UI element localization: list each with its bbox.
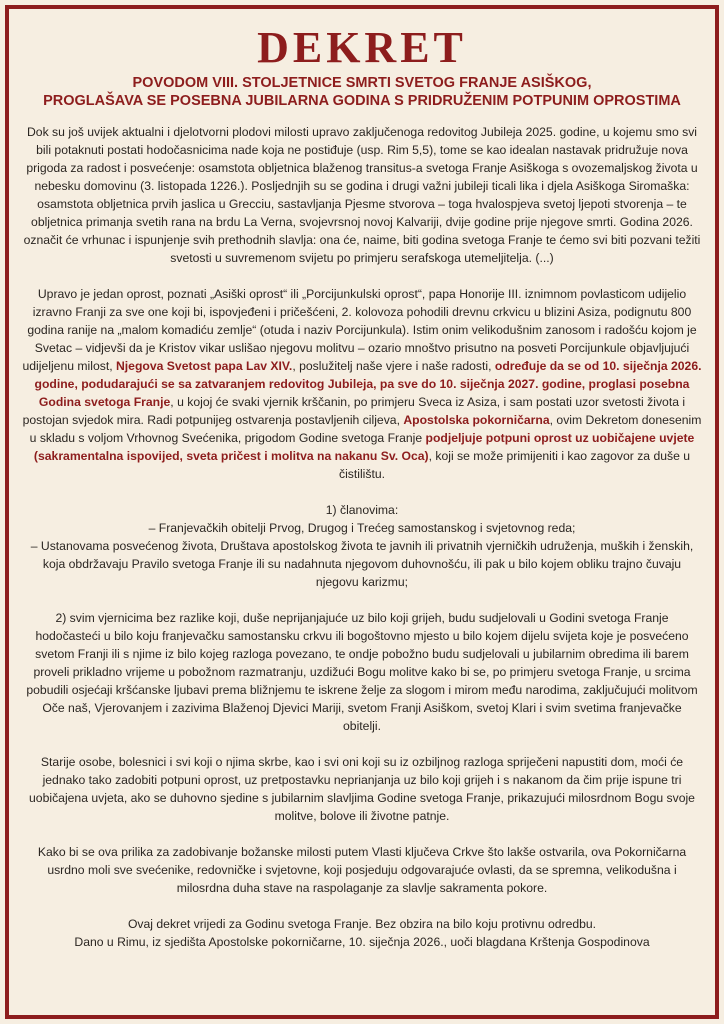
- p2-highlight-pope: Njegova Svetost papa Lav XIV.: [115, 359, 293, 373]
- p2-highlight-penitentiary: Apostolska pokorničarna: [403, 413, 550, 427]
- p2-highlight-conditions: podjeljuje potpuni oprost uz uobičajene uvjete (sakramentalna ispovijed, sveta pričest i molitva na nakanu Sv. Oca): [33, 431, 695, 463]
- members-heading: 1) članovima:: [325, 503, 399, 517]
- document-subtitle: [22, 74, 702, 110]
- document-content: [22, 23, 702, 951]
- p2-highlight-dates: određuje da se od 10. siječnja 2026. godine, podudarajući se sa zatvaranjem redovitog Jubileja, pa sve do 10. siječnja 2027. godine, proglasi posebna Godina svetoga Franje: [34, 359, 702, 409]
- p2-text-b: , poslužitelj naše vjere i naše radosti,: [292, 359, 495, 373]
- p2-text-e: , koji se može primijeniti i kao zagovor za duše u čistilištu.: [338, 449, 691, 481]
- paragraph-indulgence: [22, 285, 702, 483]
- paragraph-members: [22, 501, 702, 591]
- paragraph-elderly-sick: Starije osobe, bolesnici i svi koji o njima skrbe, kao i svi oni koji su iz ozbiljnog razloga spriječeni napustiti dom, moći će jednako tako zadobiti potpuni oprost, uz pretpostavku neprianjanja uz bilo koji grijeh i s nakanom da čim prije ispune tri uobičajena uvjeta, ako se duhovno sjedine s jubilarnim slavljima Godine svetoga Franje, prikazujući milosrdnom Bogu svoje molitve, bolove ili životne patnje.: [29, 755, 695, 823]
- members-item-1: – Franjevačkih obitelji Prvog, Drugog i Trećeg samostanskog i svjetovnog reda;: [148, 521, 576, 535]
- p2-text-a: Upravo je jedan oprost, poznati „Asiški oprost“ ili „Porcijunkulski oprost“, papa Honorije III. iznimnom povlasticom udijelio izravno Franji za sve one koji bi, ispovjeđeni i pričešćeni, 2. kolovoza pohodili drevnu crkvicu u blizini Asiza, podignutu 800 godina ranije na „malom komadiću zemlje“ (otuda i naziv Porcijunkula). Istim onim velikodušnim zanosom i radošću kojom je Svetac – vidjevši da je Kristov vikar uslišao njegovu molitvu – ozario mnoštvo prisutno na posveti Porcijunkule objavljujući udijeljenu milost,: [22, 287, 697, 373]
- p2-text-c: , u kojoj će svaki vjernik krščanin, po primjeru Sveca iz Asiza, i sam postati uzor svetosti života i postojan svjedok mira. Radi potpunijeg ostvarenja postavljenih ciljeva,: [22, 395, 686, 427]
- subtitle-line-1: POVODOM VIII. STOLJETNICE SMRTI SVETOG FRANJE ASIŠKOG,: [132, 75, 592, 91]
- closing-validity: Ovaj dekret vrijedi za Godinu svetoga Franje. Bez obzira na bilo koju protivnu odredbu.: [127, 917, 597, 931]
- p2-text-d: , ovim Dekretom donesenim u skladu s voljom Vrhovnog Svećenika, prigodom Godine svetoga Franje: [29, 413, 702, 445]
- closing-place-date: Dano u Rimu, iz sjedišta Apostolske pokorničarne, 10. siječnja 2026., uoči blagdana Krštenja Gospodinova: [74, 935, 650, 949]
- document-title: DEKRET: [257, 23, 467, 72]
- closing-block: [22, 915, 702, 951]
- paragraph-intro: Dok su još uvijek aktualni i djelotvorni plodovi milosti upravo zaključenoga redovitog Jubileja 2025. godine, u kojemu smo svi bili potaknuti postati hodočasnicima nade koja ne postiđuje (usp. Rim 5,5), tome se kao idealan nastavak pridružuje nova prigoda za radost i posvećenje: osamstota obljetnica blaženog transitus-a svetoga Franje Asiškoga s ovozemaljskog života u nebesku domovinu (3. listopada 1226.). Posljednjih su se godina i drugi važni jubileji ticali lika i djela Asiškoga Siromaška: osamstota obljetnica prvih jaslica u Grecciu, sastavljanja Pjesme stvorova – toga hvalospjeva svetoj ljepoti stvorenja – te obljetnica primanja svetih rana na brdu La Verna, svojevrsnoj novoj Kalvariji, dvije godine prije njegove smrti. Godina 2026. označit će vrhunac i ispunjenje svih prethodnih slavlja: ona će, naime, biti godina svetoga Franje te ćemo svi biti pozvani težiti svetosti u suvremenom svijetu po primjeru serafskoga utemeljitelja. (...): [23, 125, 701, 265]
- subtitle-line-2: PROGLAŠAVA SE POSEBNA JUBILARNA GODINA S PRIDRUŽENIM POTPUNIM OPROSTIMA: [43, 93, 681, 109]
- paragraph-priests: Kako bi se ova prilika za zadobivanje božanske milosti putem Vlasti ključeva Crkve što lakše ostvarila, ova Pokorničarna usrdno moli sve svećenike, redovničke i svjetovne, koji posjeduju odgovarajuće ovlasti, da se spremna, velikodušna i milosrdna duha stave na raspolaganje za slavlje sakramenta pokore.: [37, 845, 687, 895]
- paragraph-all-faithful: 2) svim vjernicima bez razlike koji, duše neprijanjajuće uz bilo koji grijeh, budu sudjelovali u Godini svetoga Franje hodočasteći u bilo koju franjevačku samostansku crkvu ili bogoštovno mjesto u bilo kojem dijelu svijeta koje je posvećeno svetom Franji ili s njime iz bilo kojeg razloga povezano, te ondje pobožno budu sudjelovali u jubilarnim obredima ili barem proveli prikladno vrijeme u pobožnom razmatranju, uzdižući Bogu molitve kako bi se, po primjeru svetoga Franje, u srcima pobudili osjećaji kršćanske ljubavi prema bližnjemu te iskrene želje za slogom i mirom među narodima, zaključujući molitvom Oče naš, Vjerovanjem i zazivima Blaženoj Djevici Mariji, svetom Franji Asiškom, svetoj Klari i svim svetima franjevačke obitelji.: [26, 611, 698, 733]
- members-item-2: – Ustanovama posvećenog života, Društava apostolskog života te javnih ili privatnih vjerničkih udruženja, muških i ženskih, koja obdržavaju Pravilo svetoga Franje ili su nadahnuta njegovom duhovnošću, ili pak u bilo kojem obliku trajno čuvaju njegovu karizmu;: [30, 539, 694, 589]
